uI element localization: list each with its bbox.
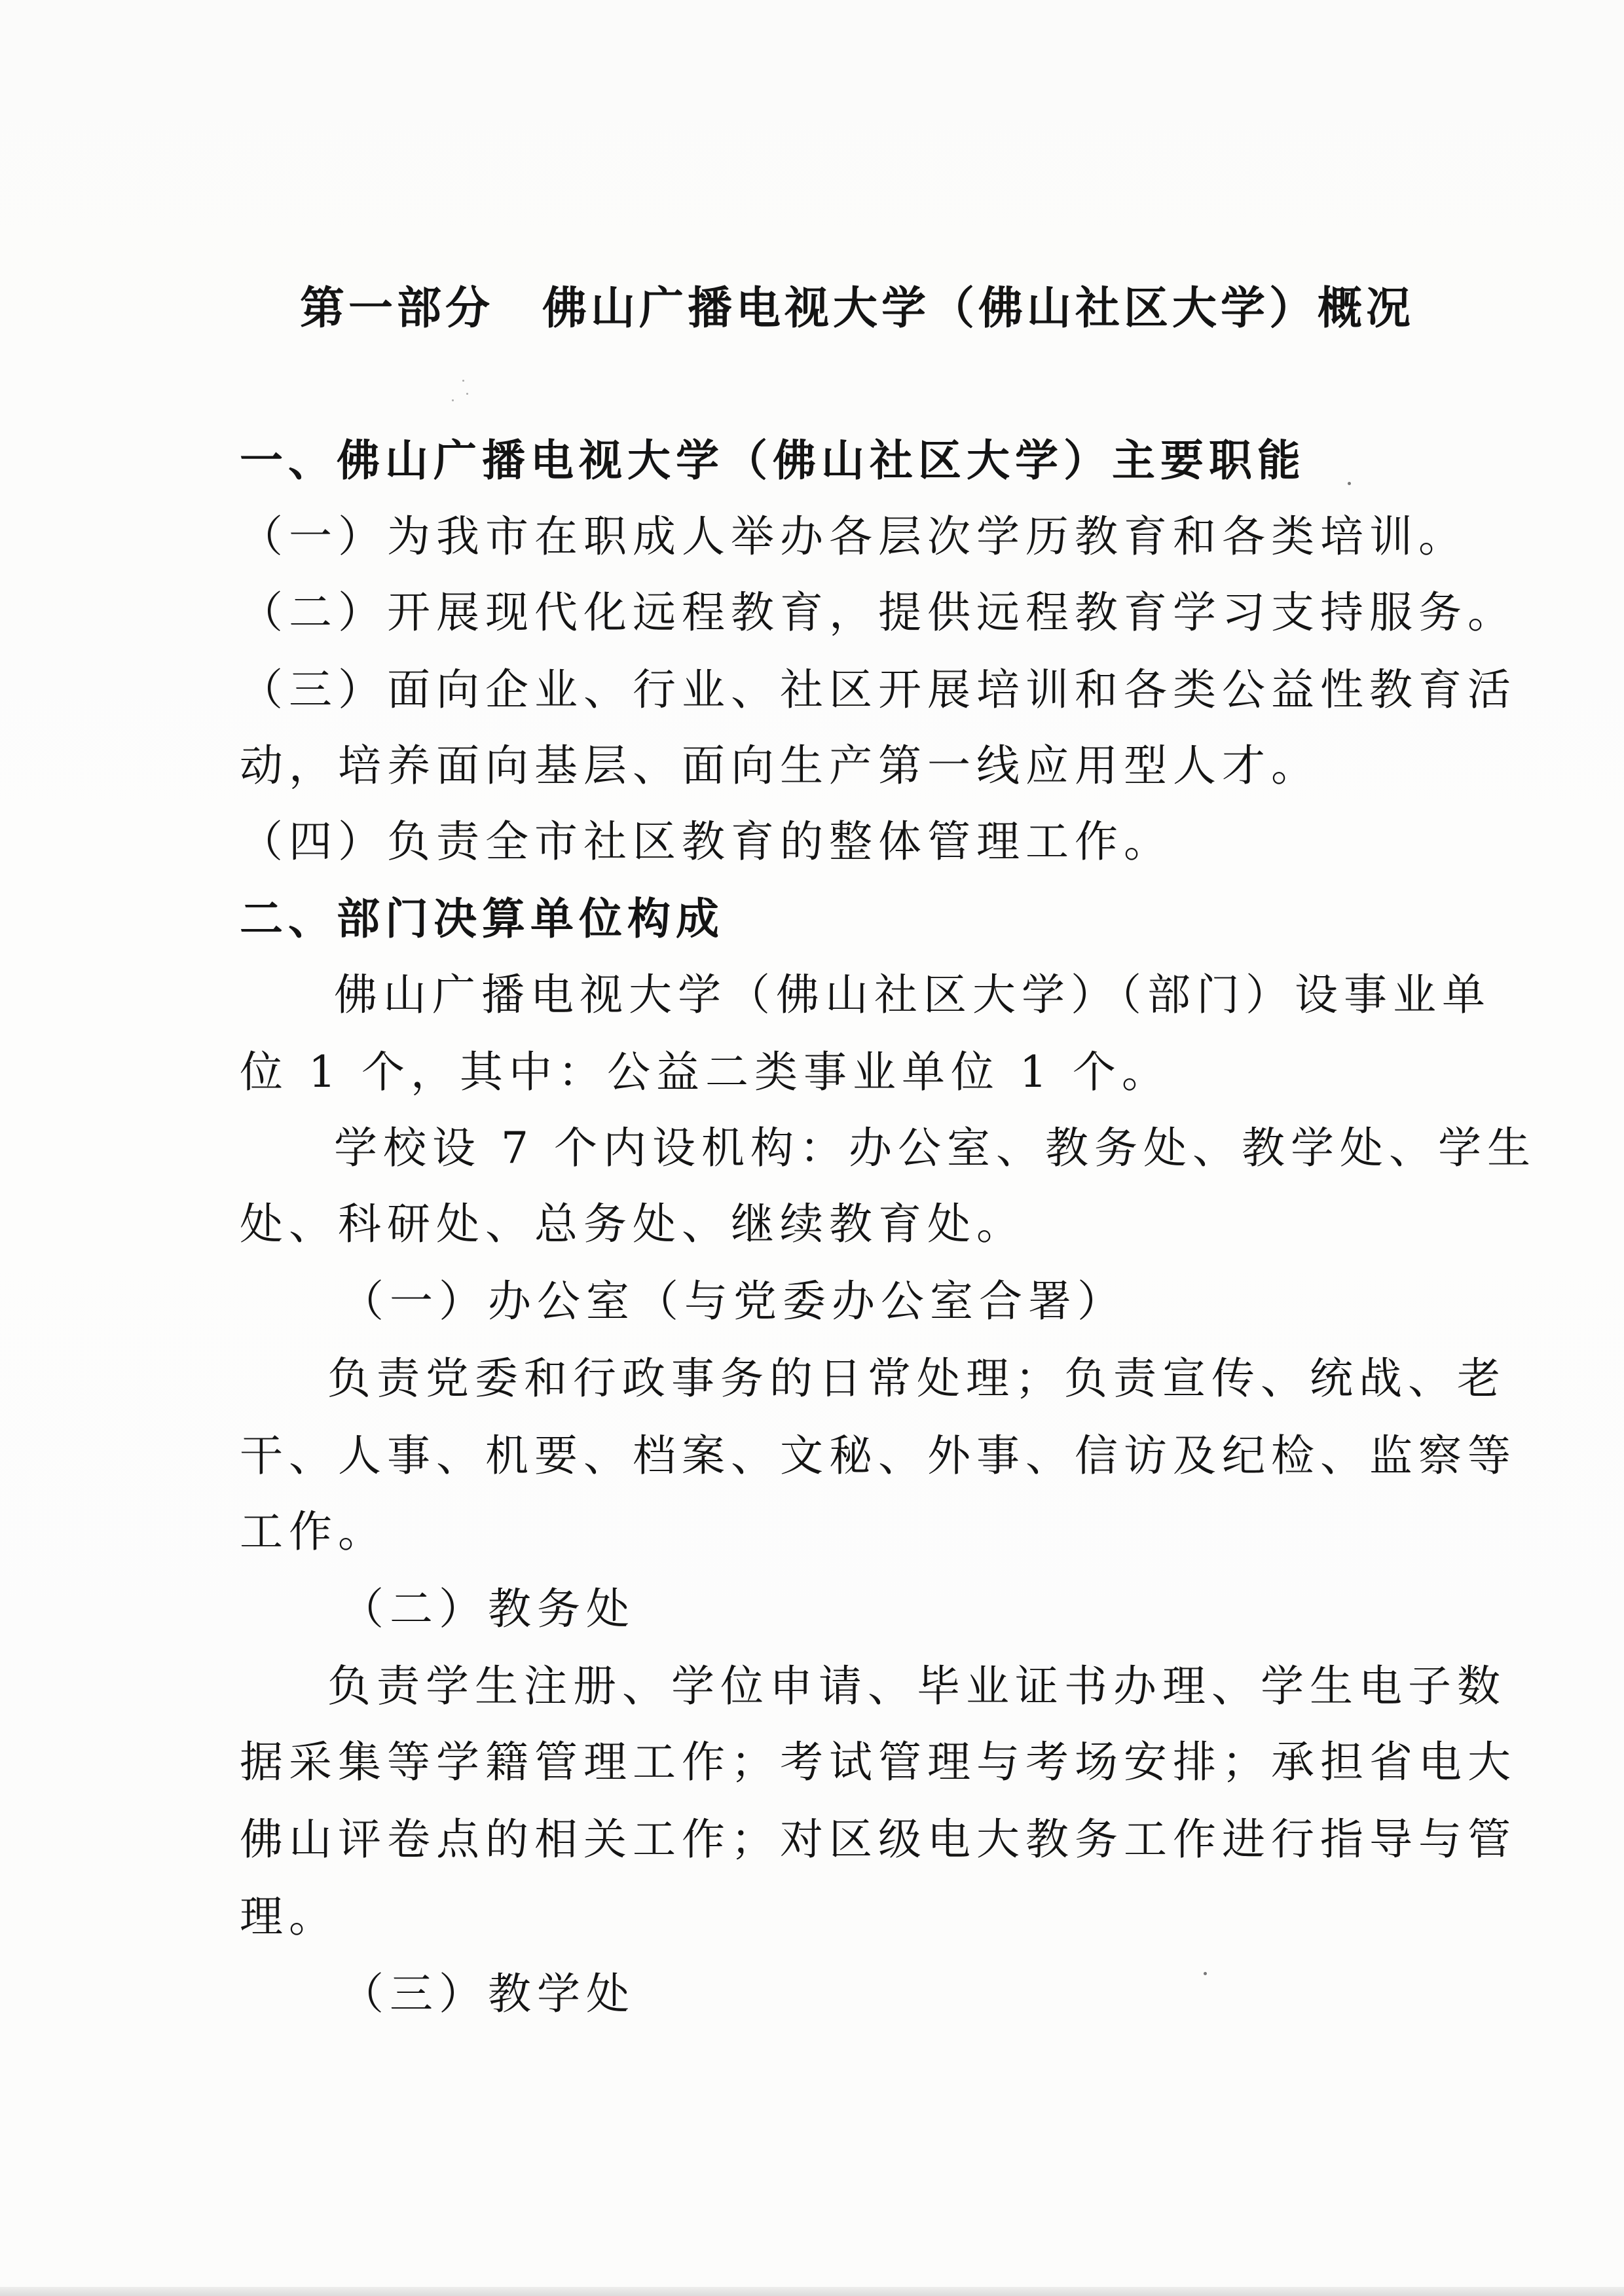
academic-affairs-line-4: 理。 [240,1891,338,1942]
section1-item-1: （一）为我市在职成人举办各层次学历教育和各类培训。 [240,511,1467,562]
scan-speck [452,399,454,401]
section2-para2-line2: 处、科研处、总务处、继续教育处。 [240,1199,1025,1249]
scan-speck [466,393,468,395]
office-line-2: 干、人事、机要、档案、文秘、外事、信访及纪检、监察等 [240,1430,1517,1481]
section1-item-4: （四）负责全市社区教育的整体管理工作。 [240,816,1173,867]
section1-item-3: （三）面向企业、行业、社区开展培训和各类公益性教育活 [240,665,1517,715]
section1-item-2: （二）开展现代化远程教育，提供远程教育学习支持服务。 [240,587,1517,638]
office-line-3: 工作。 [240,1506,387,1557]
scan-speck [1204,1972,1207,1975]
office-line-1: 负责党委和行政事务的日常处理；负责宣传、统战、老 [327,1353,1506,1404]
section2-para1-line2: 位 1 个，其中：公益二类事业单位 1 个。 [240,1047,1171,1097]
section2-para2-line1: 学校设 7 个内设机构：办公室、教务处、教学处、学生 [334,1123,1536,1173]
section1-heading: 一、佛山广播电视大学（佛山社区大学）主要职能 [240,435,1306,486]
scan-speck [462,380,464,382]
scan-bottom-edge [0,2287,1624,2296]
page-title: 第一部分 佛山广播电视大学（佛山社区大学）概况 [300,283,1415,335]
scan-speck [1348,482,1351,485]
academic-affairs-heading: （二）教务处 [341,1584,635,1634]
section2-para1-line1: 佛山广播电视大学（佛山社区大学）（部门）设事业单 [334,970,1491,1020]
academic-affairs-line-2: 据采集等学籍管理工作；考试管理与考场安排；承担省电大 [240,1737,1517,1787]
teaching-office-heading: （三）教学处 [341,1969,635,2019]
section1-item-3-cont: 动，培养面向基层、面向生产第一线应用型人才。 [240,740,1320,791]
section2-heading: 二、部门决算单位构成 [240,894,724,944]
academic-affairs-line-3: 佛山评卷点的相关工作；对区级电大教务工作进行指导与管 [240,1814,1517,1865]
office-heading: （一）办公室（与党委办公室合署） [341,1276,1126,1326]
academic-affairs-line-1: 负责学生注册、学位申请、毕业证书办理、学生电子数 [327,1661,1506,1711]
